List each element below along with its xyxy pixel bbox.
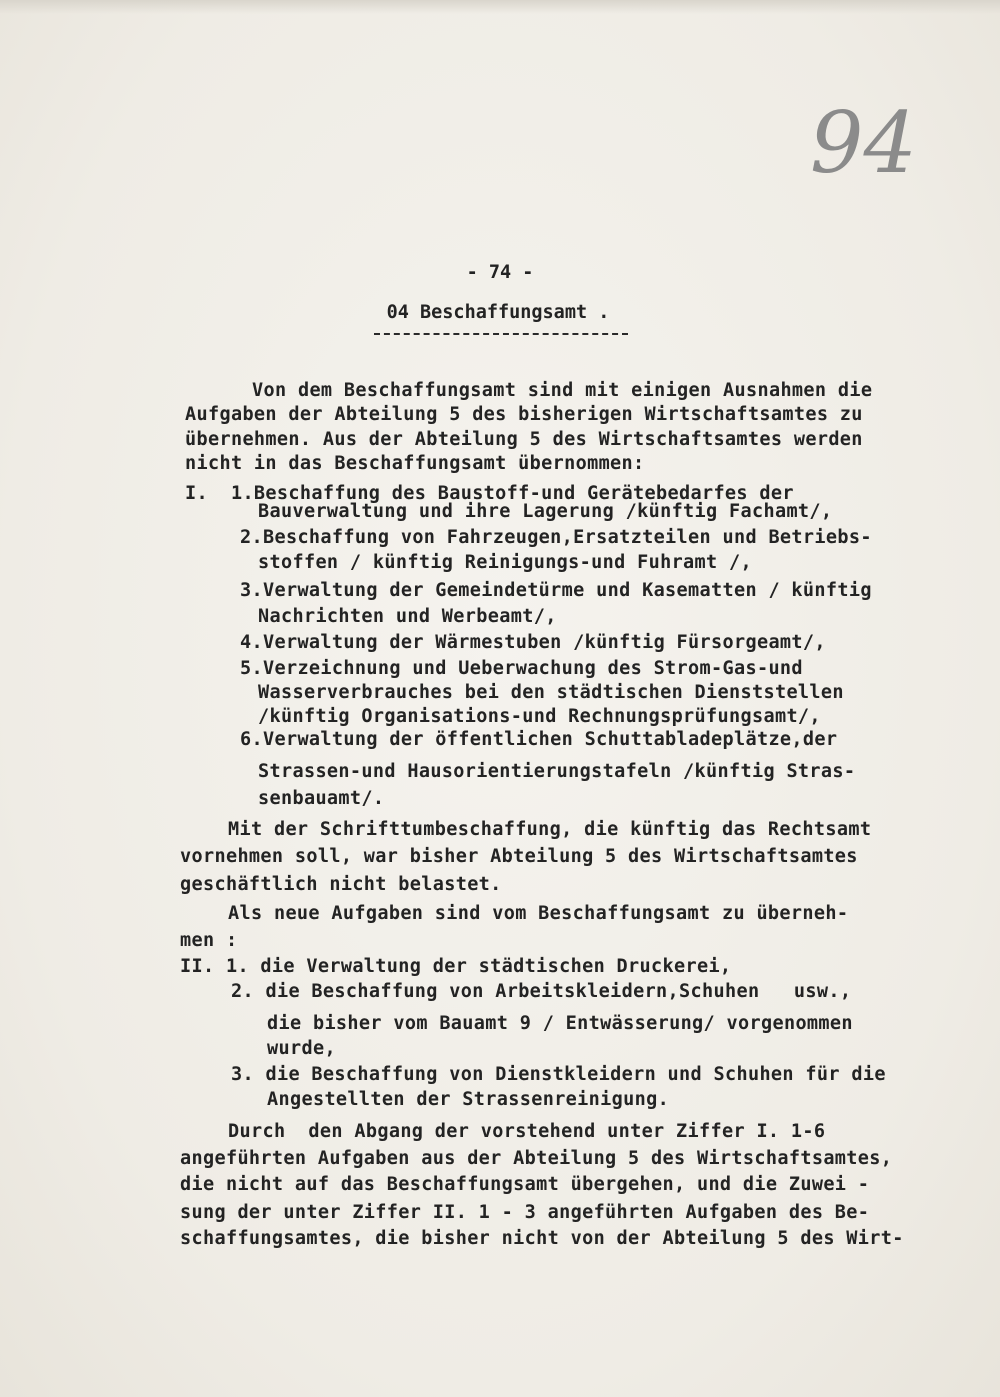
text-line-26: wurde, xyxy=(267,1038,336,1059)
text-line-17: senbauamt/. xyxy=(258,788,385,809)
text-line-20: geschäftlich nicht belastet. xyxy=(180,874,502,895)
scan-top-edge xyxy=(0,0,1000,14)
text-line-28: Angestellten der Strassenreinigung. xyxy=(267,1089,670,1110)
text-line-19: vornehmen soll, war bisher Abteilung 5 des Wirtschaftsamtes xyxy=(180,846,858,867)
text-line-16: Strassen-und Hausorientierungstafeln /künftig Stras- xyxy=(258,761,856,782)
text-line-27: 3. die Beschaffung von Dienstkleidern und Schuhen für die xyxy=(231,1064,886,1085)
text-line-12: 5.Verzeichnung und Ueberwachung des Strom-Gas-und xyxy=(240,658,803,679)
page-heading: 04 Beschaffungsamt . xyxy=(386,302,610,323)
text-line-24: 2. die Beschaffung von Arbeitskleidern,Schuhen usw., xyxy=(231,981,852,1002)
text-line-18: Mit der Schrifttumbeschaffung, die künftig das Rechtsamt xyxy=(228,819,872,840)
text-line-21: Als neue Aufgaben sind vom Beschaffungsamt zu überneh- xyxy=(228,903,849,924)
heading-underline xyxy=(374,333,628,335)
text-line-33: schaffungsamtes, die bisher nicht von der Abteilung 5 des Wirt- xyxy=(180,1228,904,1249)
text-line-11: 4.Verwaltung der Wärmestuben /künftig Fürsorgeamt/, xyxy=(240,632,826,653)
text-line-3: übernehmen. Aus der Abteilung 5 des Wirtschaftsamtes werden xyxy=(185,429,863,450)
text-line-30: angeführten Aufgaben aus der Abteilung 5 des Wirtschaftsamtes, xyxy=(180,1148,893,1169)
text-line-9: 3.Verwaltung der Gemeindetürme und Kasematten / künftig xyxy=(240,580,872,601)
text-line-22: men : xyxy=(180,930,238,951)
text-line-23: II. 1. die Verwaltung der städtischen Druckerei, xyxy=(180,956,732,977)
text-line-5: I. 1.Beschaffung des Baustoff-und Gerätebedarfes der xyxy=(185,483,794,504)
text-line-13: Wasserverbrauches bei den städtischen Dienststellen xyxy=(258,682,844,703)
text-line-25: die bisher vom Bauamt 9 / Entwässerung/ vorgenommen xyxy=(267,1013,853,1034)
text-line-29: Durch den Abgang der vorstehend unter Ziffer I. 1-6 xyxy=(228,1121,826,1142)
text-line-32: sung der unter Ziffer II. 1 - 3 angeführten Aufgaben des Be- xyxy=(180,1202,870,1223)
text-line-14: /künftig Organisations-und Rechnungsprüfungsamt/, xyxy=(258,706,821,727)
text-line-1: Von dem Beschaffungsamt sind mit einigen Ausnahmen die xyxy=(252,380,873,401)
handwritten-folio-number xyxy=(808,90,918,200)
page-number: - 74 - xyxy=(466,262,534,283)
text-line-10: Nachrichten und Werbeamt/, xyxy=(258,606,557,627)
text-line-15: 6.Verwaltung der öffentlichen Schuttabladeplätze,der xyxy=(240,729,838,750)
text-line-4: nicht in das Beschaffungsamt übernommen: xyxy=(185,453,645,474)
text-line-8: stoffen / künftig Reinigungs-und Fuhramt /, xyxy=(258,552,752,573)
text-line-2: Aufgaben der Abteilung 5 des bisherigen Wirtschaftsamtes zu xyxy=(185,404,863,425)
text-line-7: 2.Beschaffung von Fahrzeugen,Ersatzteilen und Betriebs- xyxy=(240,527,872,548)
text-line-31: die nicht auf das Beschaffungsamt übergehen, und die Zuwei - xyxy=(180,1174,870,1195)
folio-number: 94 xyxy=(810,94,917,192)
text-line-6: Bauverwaltung und ihre Lagerung /künftig Fachamt/, xyxy=(258,501,833,522)
